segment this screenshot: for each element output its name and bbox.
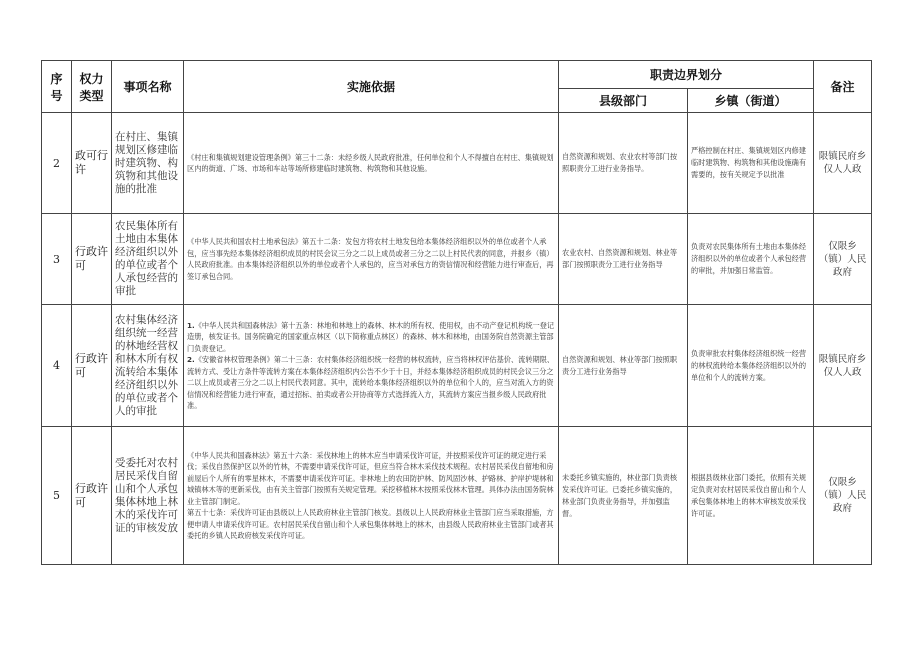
header-power-type: 权力类型 xyxy=(72,61,112,113)
row-seq: 3 xyxy=(42,214,72,305)
row-remarks: 限镇民府乡仅人人政 xyxy=(814,305,872,427)
row-county-duty: 自然资源和规划、农业农村等部门按照职责分工进行业务指导。 xyxy=(559,113,688,214)
table-row xyxy=(42,214,872,305)
basis-clause: 1.《中华人民共和国森林法》第十五条：林地和林地上的森林、林木的所有权、使用权，由不动产登记机构统一登记造册，核发证书。国务院确定的国家重点林区（以下简称重点林区）的森林、林木和林地，由国务院自然资源主管部门负责登记。 xyxy=(187,320,555,353)
table-row xyxy=(42,305,872,427)
row-town-duty: 根据县级林业部门委托，依照有关规定负责对农村居民采伐自留山和个人承包集体林地上的林木审核发放采伐许可证。 xyxy=(688,427,814,565)
row-item-name: 在村庄、集镇规划区修建临时建筑物、构筑物和其他设施的批准 xyxy=(112,113,184,214)
basis-paragraph: 《中华人民共和国农村土地承包法》第五十二条：发包方将农村土地发包给本集体经济组织以外的单位或者个人承包，应当事先经本集体经济组织成员的村民会议三分之二以上成员或者三分之二以上村民代表的同意，并报乡（镇）人民政府批准。由本集体经济组织以外的单位或者个人承包的，应当对承包方的资信情况和经营能力进行审查后，再签订承包合同。 xyxy=(187,237,554,281)
basis-paragraph: 《村庄和集镇规划建设管理条例》第三十二条：未经乡级人民政府批准，任何单位和个人不得擅自在村庄、集镇规划区内的街道、广场、市场和车站等场所修建临时建筑物、构筑物和其他设施。 xyxy=(187,152,554,173)
basis-clause: 2.《安徽省林权管理条例》第二十三条：农村集体经济组织统一经营的林权流转，应当将林权评估基价、流转期限、流转方式、受让方条件等流转方案在本集体经济组织内公告不少于十日，并经本集体经济组织成员的村民会议三分之二以上成员或者三分之二以上村民代表同意。其中，流转给本集体经济组织以外的单位和个人的，应当对流入方的资信情况和经营能力进行审查，通过招标、拍卖或者公开协商等方式选择流入方，其流转方案应当报乡级人民政府批准。 xyxy=(187,355,555,410)
row-seq: 2 xyxy=(42,113,72,214)
power-list-table xyxy=(41,60,872,565)
header-town: 乡镇（街道） xyxy=(688,89,814,113)
row-seq: 5 xyxy=(42,427,72,565)
row-power-type: 行政许可 xyxy=(72,214,112,305)
header-remarks: 备注 xyxy=(814,61,872,113)
row-town-duty: 负责审批农村集体经济组织统一经营的林权流转给本集体经济组织以外的单位和个人的流转方案。 xyxy=(688,305,814,427)
row-county-duty: 农业农村、自然资源和规划、林业等部门按照职责分工进行业务指导 xyxy=(559,214,688,305)
row-basis xyxy=(184,214,559,305)
row-county-duty: 未委托乡镇实施的，林业部门负责核发采伐许可证。已委托乡镇实施的，林业部门负责业务指导，并加强监督。 xyxy=(559,427,688,565)
row-power-type: 行政许可 xyxy=(72,305,112,427)
basis-paragraph: 第五十七条：采伐许可证由县级以上人民政府林业主管部门核发。县级以上人民政府林业主管部门应当采取措施，方便申请人申请采伐许可证。农村居民采伐自留山和个人承包集体林地上的林木，由县级人民政府林业主管部门或者其委托的乡镇人民政府核发采伐许可证。 xyxy=(187,508,554,540)
header-seq: 序号 xyxy=(42,61,72,113)
row-county-duty: 自然资源和规划、林业等部门按照职责分工进行业务指导 xyxy=(559,305,688,427)
row-seq: 4 xyxy=(42,305,72,427)
header-item-name: 事项名称 xyxy=(112,61,184,113)
row-remarks: 仅限乡（镇）人民政府 xyxy=(814,427,872,565)
row-item-name: 农村集体经济组织统一经营的林地经营权和林木所有权流转给本集体经济组织以外的单位或者个人的审批 xyxy=(112,305,184,427)
header-county: 县级部门 xyxy=(559,89,688,113)
row-basis xyxy=(184,305,559,427)
header-basis: 实施依据 xyxy=(184,61,559,113)
row-power-type: 行政许可 xyxy=(72,427,112,565)
row-basis xyxy=(184,427,559,565)
row-item-name: 农民集体所有土地由本集体经济组织以外的单位或者个人承包经营的审批 xyxy=(112,214,184,305)
table-row xyxy=(42,113,872,214)
row-power-type: 政可行许 xyxy=(72,113,112,214)
row-remarks: 仅限乡（镇）人民政府 xyxy=(814,214,872,305)
row-town-duty: 负责对农民集体所有土地由本集体经济组织以外的单位或者个人承包经营的审批，并加强日常监管。 xyxy=(688,214,814,305)
row-town-duty: 严格控制在村庄、集镇规划区内修建临时建筑物、构筑物和其他设施确有需要的，按有关规定予以批准 xyxy=(688,113,814,214)
row-item-name: 受委托对农村居民采伐自留山和个人承包集体林地上林木的采伐许可证的审核发放 xyxy=(112,427,184,565)
header-boundary: 职责边界划分 xyxy=(559,61,814,89)
row-remarks: 限镇民府乡仅人人政 xyxy=(814,113,872,214)
basis-paragraph: 《中华人民共和国森林法》第五十六条：采伐林地上的林木应当申请采伐许可证，并按照采伐许可证的规定进行采伐；采伐自然保护区以外的竹林，不需要申请采伐许可证，但应当符合林木采伐技术规程。农村居民采伐自留地和房前屋后个人所有的零星林木，不需要申请采伐许可证。非林地上的农田防护林、防风固沙林、护路林、护岸护堤林和城镇林木等的更新采伐，由有关主管部门按照有关规定管理。采挖移植林木按照采伐林木管理。具体办法由国务院林业主管部门制定。 xyxy=(187,450,554,506)
row-basis xyxy=(184,113,559,214)
table-row xyxy=(42,427,872,565)
